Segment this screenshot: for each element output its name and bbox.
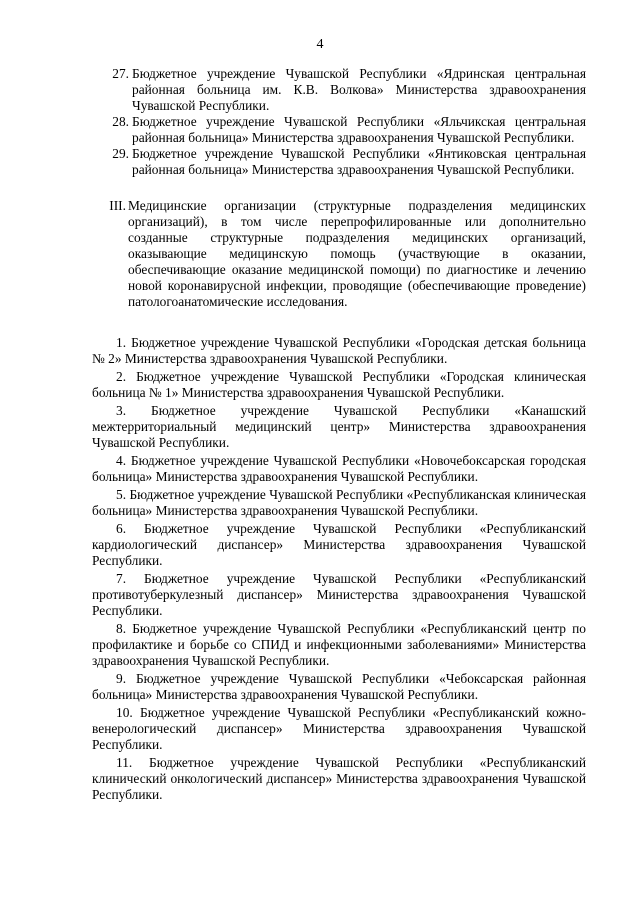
document-body [92, 66, 586, 803]
list-item [92, 369, 586, 401]
list-item [92, 521, 586, 569]
list-item-text: Бюджетное учреждение Чувашской Республики «Республиканский кожно-венерологический диспансер» Министерства здравоохранения Чувашской Республики. [92, 705, 586, 752]
list-item-number: 1. [116, 335, 127, 350]
list-item-number: 11. [116, 755, 133, 770]
list-item-number: 10. [116, 705, 133, 720]
list-item [92, 705, 586, 753]
list-item-text: Бюджетное учреждение Чувашской Республики «Республиканский кардиологический диспансер» Министерства здравоохранения Чувашской Республики. [92, 521, 587, 568]
list-item [92, 66, 586, 114]
list-item [92, 403, 586, 451]
list-item-number: 29. [112, 146, 129, 161]
list-item-text: Бюджетное учреждение Чувашской Республики «Яльчикская центральная районная больница» Министерства здравоохранения Чувашской Республики. [132, 114, 586, 145]
list-item-number: 3. [116, 403, 127, 418]
list-item [92, 621, 586, 669]
section-list [92, 335, 586, 803]
list-item [92, 335, 586, 367]
list-item-text: Бюджетное учреждение Чувашской Республики «Чебоксарская районная больница» Министерства здравоохранения Чувашской Республики. [92, 671, 586, 702]
list-item-number: 4. [116, 453, 127, 468]
section-number: III. [109, 198, 126, 213]
list-item-text: Бюджетное учреждение Чувашской Республики «Республиканский противотуберкулезный диспансер» Министерства здравоохранения Чувашской Республики. [92, 571, 587, 618]
list-item-number: 27. [112, 66, 129, 81]
list-item [92, 571, 586, 619]
list-item-text: Бюджетное учреждение Чувашской Республики «Городская клиническая больница № 1» Министерства здравоохранения Чувашской Республики. [92, 369, 586, 400]
list-item-text: Бюджетное учреждение Чувашской Республики «Республиканский центр по профилактике и борьбе со СПИД и инфекционными заболеваниями» Министерства здравоохранения Чувашской Республики. [92, 621, 586, 668]
list-item [92, 755, 586, 803]
list-item-number: 6. [116, 521, 127, 536]
list-item-text: Бюджетное учреждение Чувашской Республики «Янтиковская центральная районная больница» Министерства здравоохранения Чувашской Республики. [132, 146, 586, 177]
list-item-number: 7. [116, 571, 127, 586]
list-item-number: 2. [116, 369, 127, 384]
list-item-number: 8. [116, 621, 127, 636]
section-title: Медицинские организации (структурные подразделения медицинских организаций), в том числе перепрофилированные или дополнительно созданные структурные подразделения медицинских организаций, оказывающие медицинскую помощь (участвующие в оказании, обеспечивающие оказание медицинской помощи) по диагностике и лечению новой коронавирусной инфекции, проводящие (обеспечивающие проведение) патологоанатомические исследования. [128, 198, 586, 309]
list-item-text: Бюджетное учреждение Чувашской Республики «Новочебоксарская городская больница» Министерства здравоохранения Чувашской Республики. [92, 453, 586, 484]
list-item-text: Бюджетное учреждение Чувашской Республики «Городская детская больница № 2» Министерства здравоохранения Чувашской Республики. [92, 335, 586, 366]
section-heading [92, 198, 586, 310]
list-item [92, 487, 586, 519]
list-continued [92, 66, 586, 178]
list-item-number: 5. [116, 487, 127, 502]
list-item-text: Бюджетное учреждение Чувашской Республики «Ядринская центральная районная больница им. К.В. Волкова» Министерства здравоохранения Чувашской Республики. [132, 66, 586, 113]
list-item-number: 28. [112, 114, 129, 129]
page-number: 4 [316, 37, 324, 52]
list-item [92, 453, 586, 485]
list-item-number: 9. [116, 671, 127, 686]
list-item-text: Бюджетное учреждение Чувашской Республики «Канашский межтерриториальный медицинский центр» Министерства здравоохранения Чувашской Республики. [92, 403, 586, 450]
list-item-text: Бюджетное учреждение Чувашской Республики «Республиканская клиническая больница» Министерства здравоохранения Чувашской Республики. [92, 487, 586, 518]
list-item [92, 671, 586, 703]
list-item-text: Бюджетное учреждение Чувашской Республики «Республиканский клинический онкологический диспансер» Министерства здравоохранения Чувашской Республики. [92, 755, 586, 802]
list-item [92, 146, 586, 178]
list-item [92, 114, 586, 146]
